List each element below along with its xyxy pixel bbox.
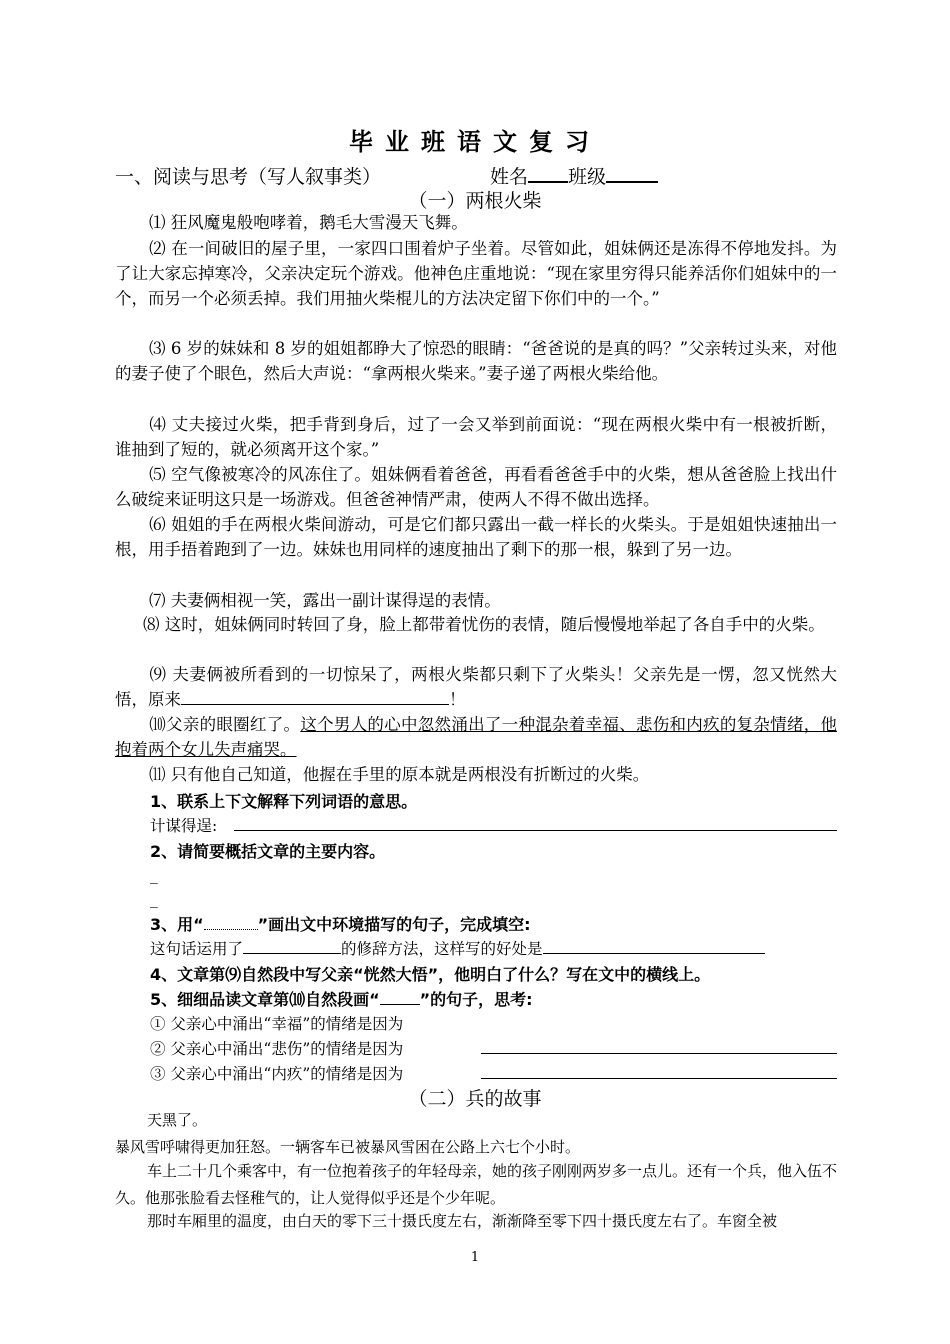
q2-answer-dash-2[interactable]: _ bbox=[150, 890, 158, 908]
section-heading: 一、阅读与思考（写人叙事类） bbox=[115, 166, 382, 188]
wavy-line-marker bbox=[204, 919, 258, 930]
s1-paragraph-8: ⑻ 这时，姐妹俩同时转回了身，脸上都带着忧伤的表情，随后慢慢地举起了各自手中的火柴。 bbox=[143, 615, 825, 634]
underlined-sentence: 这个男人的心中忽然涌出了一种混杂着幸福、悲伤和内疚的复杂情绪，他抱着两个女儿失声痛哭。 bbox=[115, 715, 838, 759]
s1-paragraph-1: ⑴ 狂风魔鬼般咆哮着，鹅毛大雪漫天飞舞。 bbox=[149, 213, 468, 232]
s1-paragraph-4: ⑷ 丈夫接过火柴，把手背到身后，过了一会又举到前面说：“现在两根火柴中有一根被折断，谁抽到了短的，就必须离开这个家。” bbox=[115, 415, 837, 459]
s2-paragraph-1: 天黑了。 bbox=[147, 1111, 208, 1129]
s1-paragraph-3: ⑶ 6 岁的妹妹和 8 岁的姐姐都睁大了惊恐的眼睛：“爸爸说的是真的吗？”父亲转过头来，对他的妻子使了个眼色，然后大声说：“拿两根火柴来。”妻子递了两根火柴给他。 bbox=[115, 339, 837, 383]
q3-rhetoric-blank[interactable] bbox=[243, 939, 341, 954]
q2-answer-dash-1[interactable]: _ bbox=[150, 866, 158, 884]
s2-paragraph-2: 暴风雪呼啸得更加狂怒。一辆客车已被暴风雪困在公路上六七个小时。 bbox=[115, 1138, 581, 1156]
s1-paragraph-11: ⑾ 只有他自己知道，他握在手里的原本就是两根没有折断过的火柴。 bbox=[149, 765, 650, 784]
name-blank[interactable] bbox=[528, 165, 568, 183]
s1-paragraph-5: ⑸ 空气像被寒冷的风冻住了。姐妹俩看着爸爸，再看看爸爸手中的火柴，想从爸爸脸上找出什么破绽来证明这只是一场游戏。但爸爸神情严肃，使两人不得不做出选择。 bbox=[115, 465, 837, 509]
page-title: 毕业班语文复习 bbox=[349, 128, 601, 156]
q1-answer-line[interactable] bbox=[234, 830, 837, 831]
q5-item-2-blank[interactable] bbox=[481, 1053, 837, 1054]
question-5: 5、细细品读文章第⑽自然段画“ ”的句子，思考: bbox=[150, 990, 533, 1009]
name-class-fields bbox=[490, 162, 658, 189]
page-number: 1 bbox=[470, 1250, 480, 1265]
s1-paragraph-6: ⑹ 姐姐的手在两根火柴间游动，可是它们都只露出一截一样长的火柴头。于是姐姐快速抽出一根，用手捂着跑到了一边。妹妹也用同样的速度抽出了剩下的那一根，躲到了另一边。 bbox=[115, 515, 837, 559]
class-label: 班级 bbox=[568, 166, 607, 188]
q5-item-1: ① 父亲心中涌出“幸福”的情绪是因为 bbox=[150, 1015, 404, 1033]
question-4: 4、文章第⑼自然段中写父亲“恍然大悟”，他明白了什么？写在文中的横线上。 bbox=[150, 965, 711, 984]
q5-item-3-blank[interactable] bbox=[481, 1078, 837, 1079]
straight-line-marker bbox=[380, 992, 420, 1005]
q1-term: 计谋得逞: bbox=[150, 817, 218, 835]
q5-item-3: ③ 父亲心中涌出“内疚”的情绪是因为 bbox=[150, 1065, 404, 1083]
s1-paragraph-9: ⑼ 夫妻俩被所看到的一切惊呆了，两根火柴都只剩下了火柴头！父亲先是一愣，忽又恍然大悟，原来 ！ bbox=[115, 665, 837, 709]
question-1: 1、联系上下文解释下列词语的意思。 bbox=[150, 792, 418, 811]
class-blank[interactable] bbox=[606, 165, 658, 183]
q3-benefit-blank[interactable] bbox=[543, 939, 765, 954]
s2-paragraph-3: 车上二十几个乘客中，有一位抱着孩子的年轻母亲，她的孩子刚刚两岁多一点儿。还有一个兵，他入伍不久。他那张脸看去怪稚气的，让人觉得似乎还是个少年呢。 bbox=[115, 1162, 838, 1207]
p9-answer-blank[interactable] bbox=[181, 690, 449, 705]
story2-title: （二）兵的故事 bbox=[408, 1088, 542, 1110]
q3-fill-line: 这句话运用了 的修辞方法，这样写的好处是 bbox=[150, 937, 765, 959]
question-2: 2、请简要概括文章的主要内容。 bbox=[150, 842, 386, 861]
s1-paragraph-2: ⑵ 在一间破旧的屋子里，一家四口围着炉子坐着。尽管如此，姐妹俩还是冻得不停地发抖。为了让大家忘掉寒冷，父亲决定玩个游戏。他神色庄重地说：“现在家里穷得只能养活你们姐妹中的一个，而另一个必须丢掉。我们用抽火柴棍儿的方法决定留下你们中的一个。” bbox=[115, 239, 837, 308]
s2-paragraph-4: 那时车厢里的温度，由白天的零下三十摄氏度左右，渐渐降至零下四十摄氏度左右了。车窗全被 bbox=[147, 1212, 778, 1230]
s1-paragraph-10: ⑽父亲的眼圈红了。这个男人的心中忽然涌出了一种混杂着幸福、悲伤和内疚的复杂情绪，他抱着两个女儿失声痛哭。 bbox=[115, 715, 838, 759]
question-3: 3、用“ ”画出文中环境描写的句子，完成填空: bbox=[150, 915, 531, 934]
s1-paragraph-7: ⑺ 夫妻俩相视一笑，露出一副计谋得逞的表情。 bbox=[149, 591, 501, 610]
q5-item-2: ② 父亲心中涌出“悲伤”的情绪是因为 bbox=[150, 1040, 404, 1058]
name-label: 姓名 bbox=[490, 166, 529, 188]
story1-title: （一）两根火柴 bbox=[408, 190, 542, 212]
